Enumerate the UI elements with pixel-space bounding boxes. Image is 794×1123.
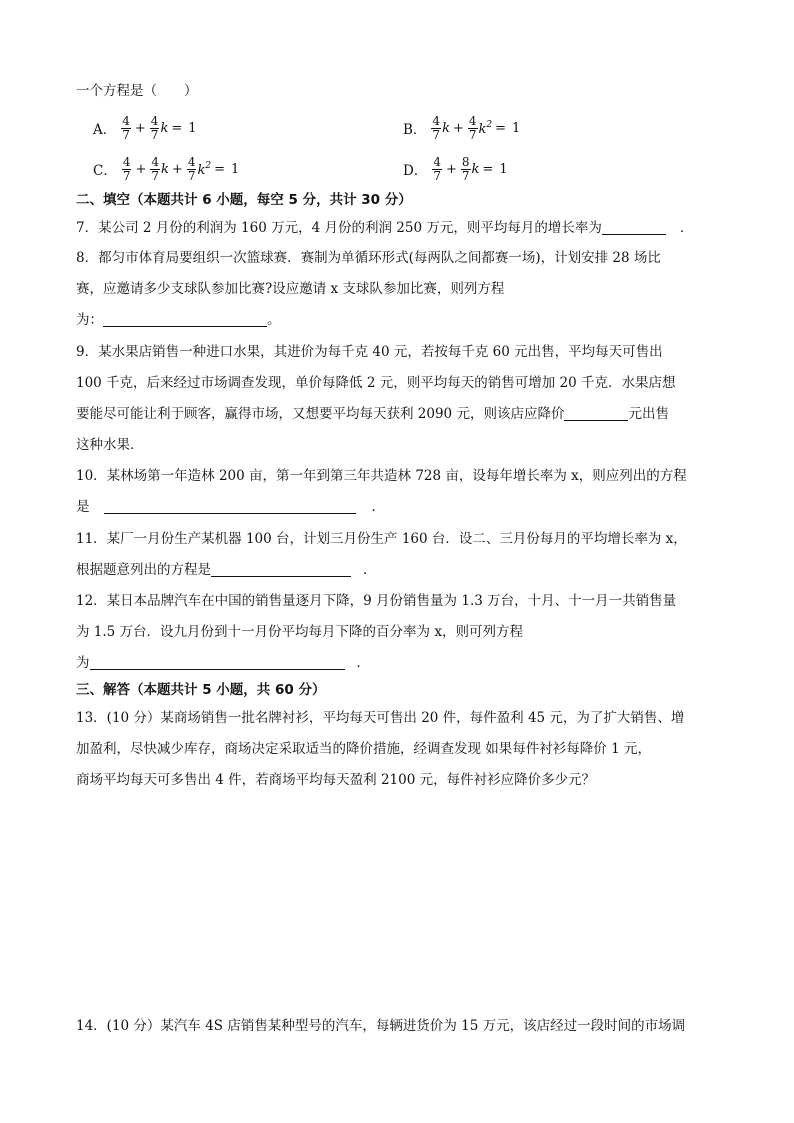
option-c[interactable] <box>93 152 242 186</box>
option-letter: A． <box>93 122 117 138</box>
q9-line-1: 9．某水果店销售一种进口水果，其进价为每千克 40 元，若按每千克 60 元出售，平均每天可售出 <box>76 344 663 360</box>
q10-end: ． <box>371 499 385 515</box>
q7-answer-blank[interactable] <box>602 220 666 235</box>
q8-line-2: 赛，应邀请多少支球队参加比赛?设应邀请 x 支球队参加比赛，则列方程 <box>76 281 505 297</box>
q12-label: 为 <box>76 655 90 671</box>
q11-line-1: 11．某厂一月份生产某机器 100 台，计划三月份生产 160 台．设二、三月份每月的平均增长率为 x， <box>76 531 687 547</box>
q11-end: ． <box>363 562 377 578</box>
q9-text-end: 元出售 <box>628 406 669 422</box>
fraction: $\frac{4}{7}$ <box>122 113 130 142</box>
fraction: $\frac{4}{7}$ <box>122 154 131 183</box>
fraction: $\frac{4}{7}$ <box>433 154 441 183</box>
q7-text: 7．某公司 2 月份的利润为 160 万元，4 月份的利润 250 万元，则平均每月的增长率为 <box>76 220 602 236</box>
option-b[interactable] <box>403 111 523 145</box>
section-2-heading: 二、填空（本题共计 6 小题，每空 5 分，共计 30 分） <box>76 192 412 208</box>
q8-answer-blank[interactable] <box>103 312 267 327</box>
fraction: $\frac{4}{7}$ <box>468 113 477 142</box>
q10-line-2 <box>76 497 385 517</box>
option-letter: B． <box>403 122 427 138</box>
math-token: = <box>495 120 507 136</box>
math-token: + <box>452 120 464 136</box>
variable-k: k <box>442 120 450 136</box>
q13-line-1: 13．(10 分）某商场销售一批名牌衬衫，平均每天可售出 20 件，每件盈利 45 元，为了扩大销售、增 <box>76 710 685 726</box>
math-token: 1 <box>499 161 508 177</box>
q8-label: 为： <box>76 312 103 328</box>
option-letter: C． <box>93 163 117 179</box>
option-letter: D． <box>403 163 428 179</box>
question-7 <box>76 218 693 238</box>
q12-line-1: 12．某日本品牌汽车在中国的销售量逐月下降，9 月份销售量为 1.3 万台，十月、十一月一共销售量 <box>76 593 677 609</box>
variable-k: $k^2$ <box>197 160 212 178</box>
math-token: + <box>135 161 147 177</box>
q12-line-2: 为 1.5 万台．设九月份到十一月份平均每月下降的百分率为 x，则可列方程 <box>76 624 523 640</box>
q9-text: 要能尽可能让利于顾客，赢得市场，又想要平均每天获利 2090 元，则该店应降价 <box>76 406 565 422</box>
variable-k: $k^2$ <box>478 119 493 137</box>
q9-line-2: 100 千克，后来经过市场调查发现，单价每降低 2 元，则平均每天的销售可增加 20 千克．水果店想 <box>76 375 676 391</box>
math-token: 1 <box>188 120 197 136</box>
fraction: $\frac{4}{7}$ <box>151 154 160 183</box>
q8-end: 。 <box>267 312 281 328</box>
q14-line-1: 14．(10 分）某汽车 4S 店销售某种型号的汽车，每辆进货价为 15 万元，该店经过一段时间的市场调 <box>76 1018 686 1034</box>
fraction: $\frac{8}{7}$ <box>461 154 470 183</box>
q12-line-3 <box>76 653 370 673</box>
q8-line-1: 8．都匀市体育局要组织一次篮球赛．赛制为单循环形式(每两队之间都赛一场)，计划安排 28 场比 <box>76 250 661 266</box>
math-token: + <box>445 161 457 177</box>
q11-label: 根据题意列出的方程是 <box>76 562 211 578</box>
variable-k: k <box>160 120 169 136</box>
math-token: = <box>171 120 183 136</box>
q10-label: 是 <box>76 499 90 515</box>
option-a[interactable] <box>93 111 200 145</box>
q9-line-3 <box>76 404 669 424</box>
variable-k: k <box>471 161 480 177</box>
math-token: + <box>134 120 146 136</box>
q8-line-3 <box>76 310 281 330</box>
q11-line-2 <box>76 560 377 580</box>
math-token: 1 <box>512 120 521 136</box>
q10-answer-blank[interactable] <box>104 499 356 514</box>
q13-line-3: 商场平均每天可多售出 4 件，若商场平均每天盈利 2100 元，每件衬衫应降价多少元？ <box>76 772 596 788</box>
q12-end: ． <box>356 655 370 671</box>
q11-answer-blank[interactable] <box>211 562 351 577</box>
top-line: 一个方程是（ ） <box>76 83 198 99</box>
option-d[interactable] <box>403 152 511 186</box>
q9-line-4: 这种水果． <box>76 437 144 453</box>
fraction: $\frac{4}{7}$ <box>150 113 159 142</box>
q7-end: ． <box>679 220 694 236</box>
math-token: = <box>214 161 225 177</box>
fraction: $\frac{4}{7}$ <box>187 154 196 183</box>
math-token: + <box>171 161 183 177</box>
variable-k: k <box>161 161 169 177</box>
q12-answer-blank[interactable] <box>90 655 345 670</box>
q9-answer-blank[interactable] <box>564 406 628 421</box>
math-token: 1 <box>231 161 240 177</box>
q10-line-1: 10．某林场第一年造林 200 亩，第一年到第三年共造林 728 亩，设每年增长率为 x，则应列出的方程 <box>76 468 687 484</box>
q13-line-2: 加盈利，尽快减少库存，商场决定采取适当的降价措施，经调查发现 如果每件衬衫每降价 1 元， <box>76 741 651 757</box>
fraction: $\frac{4}{7}$ <box>432 113 441 142</box>
section-3-heading: 三、解答（本题共计 5 小题，共 60 分） <box>76 682 326 698</box>
math-token: = <box>482 161 494 177</box>
